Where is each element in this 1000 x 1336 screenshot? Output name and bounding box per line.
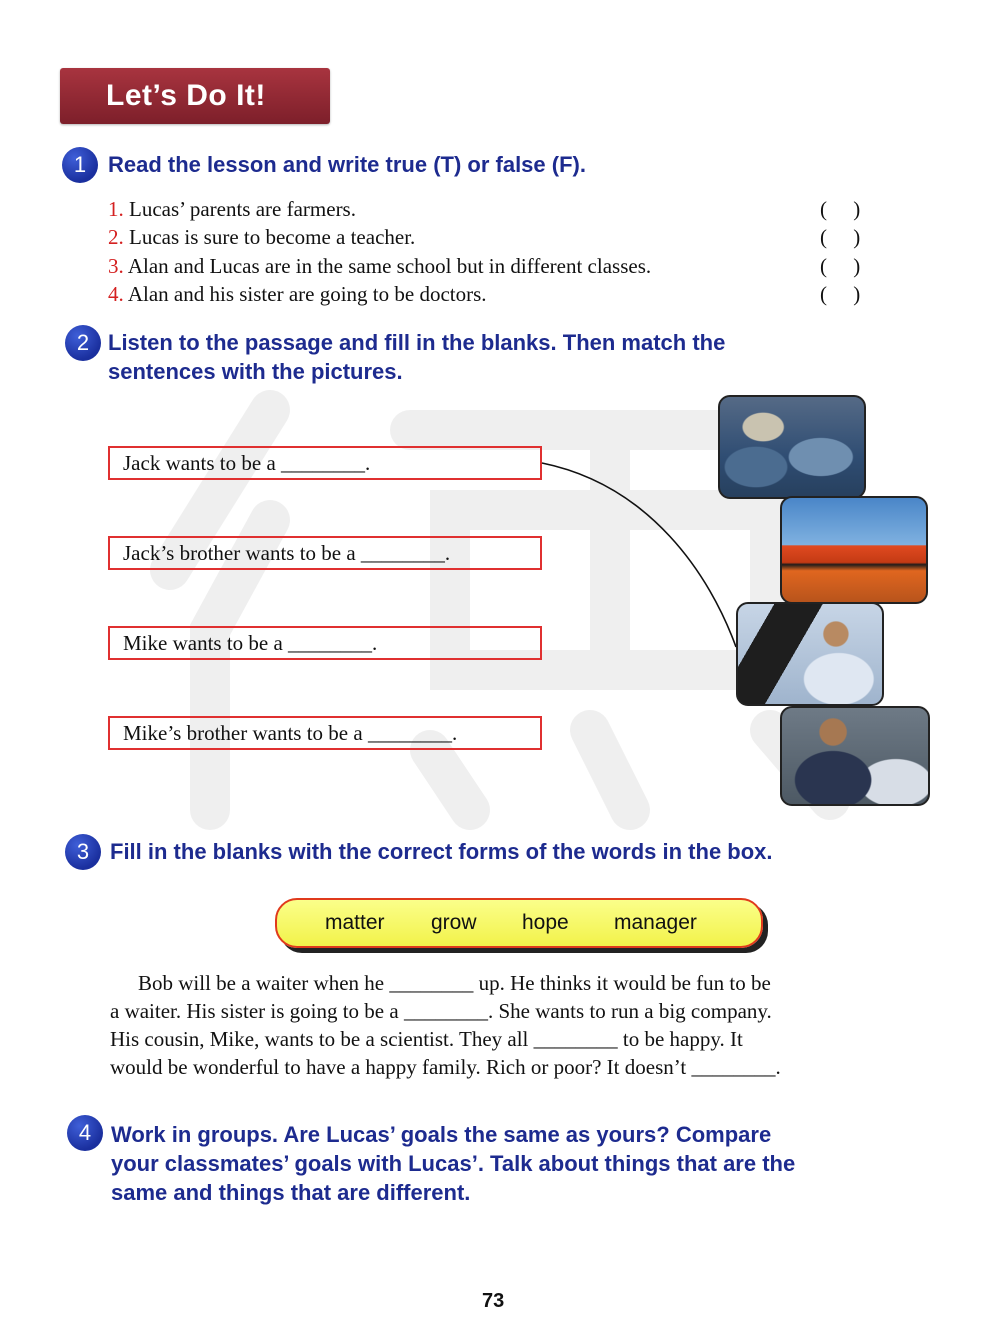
section-4-title-line-3: same and things that are different. xyxy=(111,1180,471,1205)
word-box-item: hope xyxy=(522,911,569,934)
paragraph-line-2: a waiter. His sister is going to be a ________. She wants to run a big company. xyxy=(110,999,772,1023)
surgery-photo[interactable] xyxy=(718,395,866,499)
section-2-title-line-1: Listen to the passage and fill in the blanks. Then match the xyxy=(108,330,726,355)
answer-parentheses[interactable]: ( ) xyxy=(820,282,861,306)
tf-item-2 xyxy=(108,223,888,251)
tf-item-4 xyxy=(108,280,888,308)
police-officer-photo[interactable] xyxy=(780,706,930,806)
tf-item-1 xyxy=(108,195,888,223)
match-sentence-mikes-brother[interactable]: Mike’s brother wants to be a ________. xyxy=(108,716,542,750)
farm-machine-photo[interactable] xyxy=(780,496,928,604)
tf-item-number: 3. xyxy=(108,254,124,278)
match-sentence-jack[interactable]: Jack wants to be a ________. xyxy=(108,446,542,480)
match-sentence-mike[interactable]: Mike wants to be a ________. xyxy=(108,626,542,660)
section-4-title-line-1: Work in groups. Are Lucas’ goals the same as yours? Compare xyxy=(111,1122,772,1147)
word-box xyxy=(275,898,763,948)
tf-item-number: 2. xyxy=(108,225,124,249)
tf-item-number: 4. xyxy=(108,282,124,306)
answer-parentheses[interactable]: ( ) xyxy=(820,254,861,278)
tf-item-text: Alan and his sister are going to be doctors. xyxy=(127,282,487,306)
section-4-number: 4 xyxy=(67,1115,103,1151)
paragraph-line-4: would be wonderful to have a happy family. Rich or poor? It doesn’t ________. xyxy=(110,1055,781,1079)
page-number: 73 xyxy=(482,1290,505,1312)
section-3-number: 3 xyxy=(65,834,101,870)
tf-item-number: 1. xyxy=(108,197,124,221)
word-box-item: grow xyxy=(431,911,477,934)
tf-item-text: Alan and Lucas are in the same school but in different classes. xyxy=(127,254,652,278)
lets-do-it-banner xyxy=(60,68,330,124)
word-box-item: manager xyxy=(614,911,697,934)
section-2-title-line-2: sentences with the pictures. xyxy=(108,359,403,384)
paragraph-line-1: Bob will be a waiter when he ________ up. He thinks it would be fun to be xyxy=(138,971,771,995)
section-3-title: Fill in the blanks with the correct forms of the words in the box. xyxy=(110,839,773,864)
tf-item-3 xyxy=(108,252,888,280)
tf-item-text: Lucas’ parents are farmers. xyxy=(129,197,356,221)
section-2-number: 2 xyxy=(65,325,101,361)
section-1-title: Read the lesson and write true (T) or false (F). xyxy=(108,152,586,177)
answer-parentheses[interactable]: ( ) xyxy=(820,197,861,221)
section-1-number: 1 xyxy=(62,147,98,183)
answer-parentheses[interactable]: ( ) xyxy=(820,225,861,249)
banner-title: Let’s Do It! xyxy=(106,79,266,112)
paragraph-line-3: His cousin, Mike, wants to be a scientist. They all ________ to be happy. It xyxy=(110,1027,743,1051)
match-sentence-jacks-brother[interactable]: Jack’s brother wants to be a ________. xyxy=(108,536,542,570)
tf-item-text: Lucas is sure to become a teacher. xyxy=(129,225,416,249)
section-4-title-line-2: your classmates’ goals with Lucas’. Talk about things that are the xyxy=(111,1151,796,1176)
word-box-item: matter xyxy=(325,911,385,934)
office-worker-photo[interactable] xyxy=(736,602,884,706)
